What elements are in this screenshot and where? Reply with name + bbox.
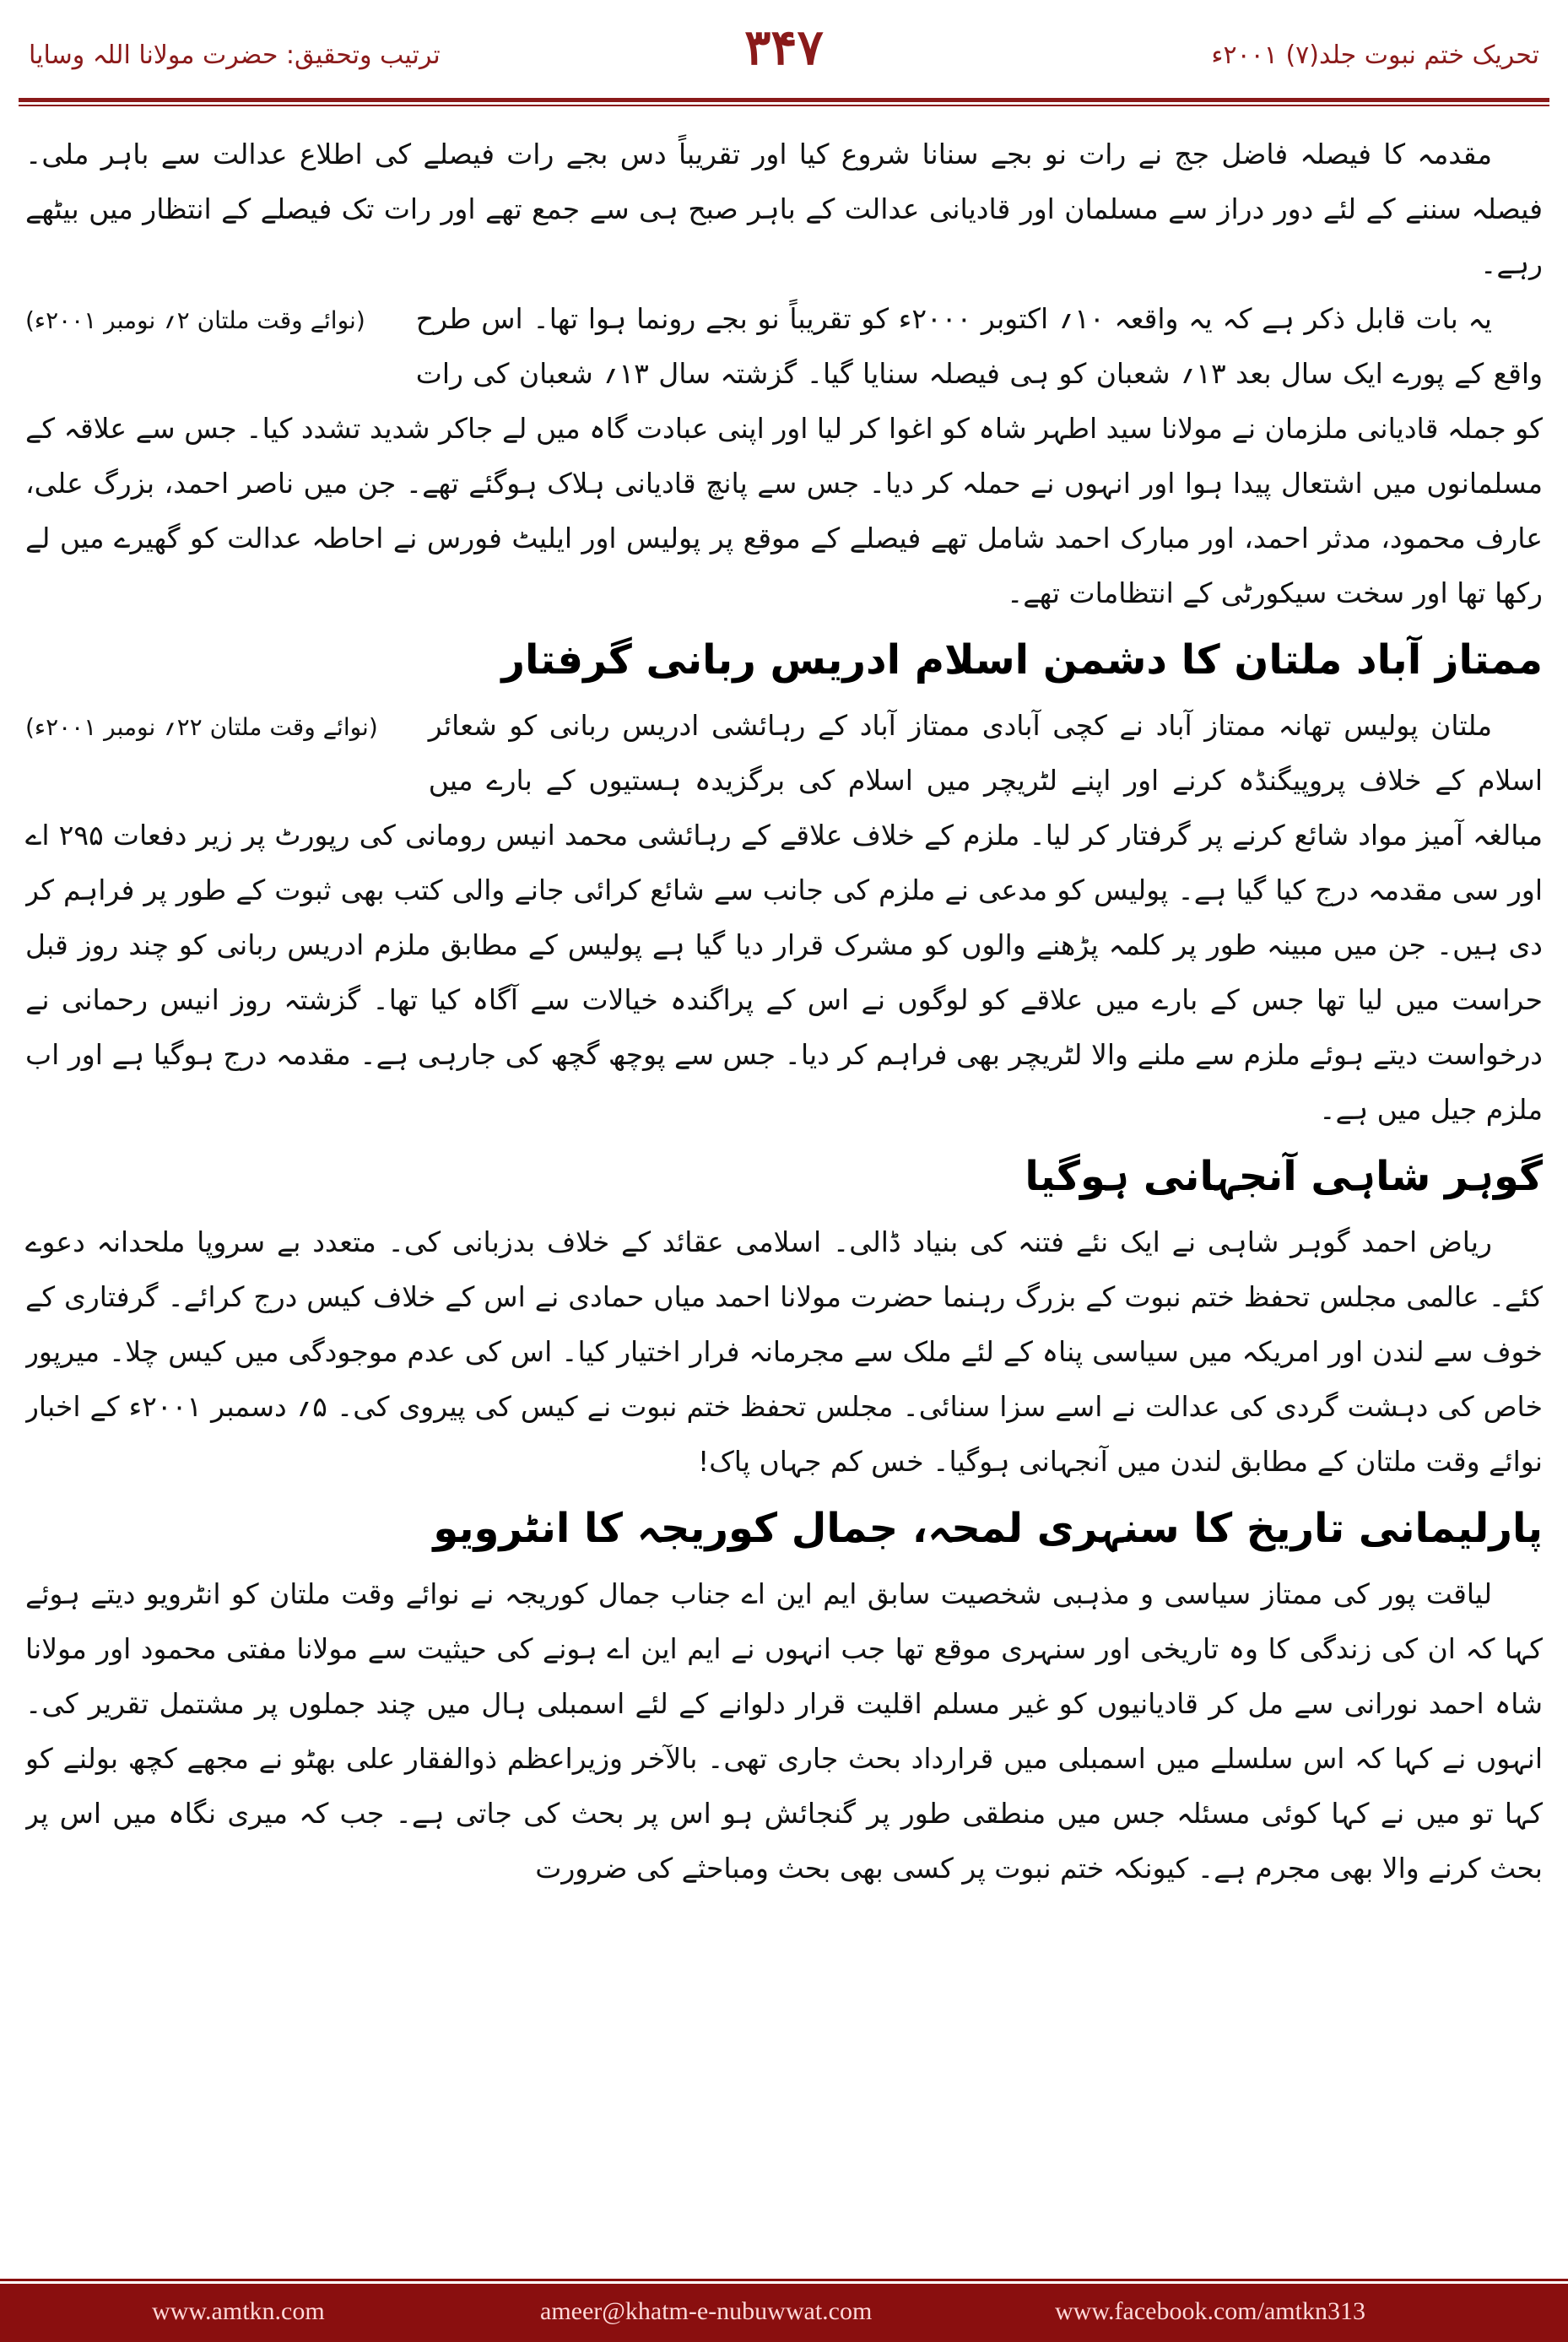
paragraph-text: ریاض احمد گوہر شاہی نے ایک نئے فتنہ کی بنیاد ڈالی۔ اسلامی عقائد کے خلاف بدزبانی کی۔ متعدد بے سروپا ملحدانہ دعوے کئے۔ عالمی مجلس تحفظ ختم نبوت کے بزرگ رہنما حضرت مولانا احمد میاں حمادی نے اس کے خلاف کیس درج کرائے۔ گرفتاری کے خوف سے لندن اور امریکہ میں سیاسی پناہ کے لئے ملک سے مجرمانہ فرار اختیار کیا۔ اس کی عدم موجودگی میں کیس چلا۔ میرپور خاص کی دہشت گردی کی عدالت نے اسے سزا سنائی۔ مجلس تحفظ ختم نبوت نے کیس کی پیروی کی۔ ۵؍ دسمبر ۲۰۰۱ء کے اخبار نوائے وقت ملتان کے مطابق لندن میں آنجہانی ہوگیا۔ خس کم جہاں پاک! bbox=[25, 1225, 1543, 1478]
body-paragraph bbox=[25, 127, 1543, 291]
body-paragraph bbox=[25, 291, 1543, 620]
page-number: ۳۴۷ bbox=[744, 19, 824, 76]
paragraph-text: مقدمہ کا فیصلہ فاضل جج نے رات نو بجے سنانا شروع کیا اور تقریباً دس بجے رات فیصلے کی اطلاع عدالت سے باہر ملی۔ فیصلہ سننے کے لئے دور دراز سے مسلمان اور قادیانی عدالت کے باہر صبح ہی سے جمع تھے اور رات تک فیصلے کے انتظار میں بیٹھے رہے۔ bbox=[25, 138, 1543, 280]
page-header bbox=[0, 0, 1568, 108]
section-heading: ممتاز آباد ملتان کا دشمن اسلام ادریس ربانی گرفتار bbox=[501, 636, 1543, 684]
source-citation: (نوائے وقت ملتان ۲۲؍ نومبر ۲۰۰۱ء) bbox=[25, 713, 378, 741]
header-book-title: تحریک ختم نبوت جلد(۷) ۲۰۰۱ء bbox=[1211, 41, 1539, 70]
header-rule bbox=[19, 98, 1549, 102]
page-body bbox=[25, 127, 1543, 2258]
footer-email-link[interactable]: ameer@khatm-e-nubuwwat.com bbox=[540, 2297, 873, 2325]
footer-facebook-link[interactable]: www.facebook.com/amtkn313 bbox=[1055, 2297, 1365, 2325]
footer-website-link[interactable]: www.amtkn.com bbox=[152, 2297, 325, 2325]
body-paragraph bbox=[25, 698, 1543, 1137]
paragraph-text: یہ بات قابل ذکر ہے کہ یہ واقعہ ۱۰؍ اکتوبر ۲۰۰۰ء کو تقریباً نو بجے رونما ہوا تھا۔ اس طرح واقع کے پورے ایک سال بعد ۱۳؍ شعبان کو ہی فیصلہ سنایا گیا۔ گزشتہ سال ۱۳؍ شعبان کی رات کو جملہ قادیانی ملزمان نے مولانا سید اطہر شاہ کو اغوا کر لیا اور اپنی عبادت گاہ میں لے جاکر شدید تشدد کیا۔ جس سے علاقہ کے مسلمانوں میں اشتعال پیدا ہوا اور انہوں نے حملہ کر دیا۔ جس سے پانچ قادیانی ہلاک ہوگئے تھے۔ جن میں ناصر احمد، بزرگ علی، عارف محمود، مدثر احمد، اور مبارک احمد شامل تھے فیصلے کے موقع پر پولیس اور ایلیٹ فورس نے احاطہ عدالت کو گھیرے میں لے رکھا تھا اور سخت سیکورٹی کے انتظامات تھے۔ bbox=[25, 302, 1543, 609]
source-citation: (نوائے وقت ملتان ۲؍ نومبر ۲۰۰۱ء) bbox=[25, 306, 365, 334]
body-paragraph bbox=[25, 1214, 1543, 1489]
section-heading: پارلیمانی تاریخ کا سنہری لمحہ، جمال کوریجہ کا انٹرویو bbox=[433, 1505, 1543, 1552]
paragraph-text: لیاقت پور کی ممتاز سیاسی و مذہبی شخصیت سابق ایم این اے جناب جمال کوریجہ نے نوائے وقت ملتان کو انٹرویو دیتے ہوئے کہا کہ ان کی زندگی کا وہ تاریخی اور سنہری موقع تھا جب انہوں نے ایم این اے ہونے کی حیثیت سے مولانا مفتی محمود اور مولانا شاہ احمد نورانی سے مل کر قادیانیوں کو غیر مسلم اقلیت قرار دلوانے کے لئے اسمبلی ہال میں چند جملوں پر مشتمل تقریر کی۔ انہوں نے کہا کہ اس سلسلے میں اسمبلی میں قرارداد بحث جاری تھی۔ بالآخر وزیراعظم ذوالفقار علی بھٹو نے مجھے کچھ بولنے کو کہا تو میں نے کہا کوئی مسئلہ جس میں منطقی طور پر گنجائش ہو اس پر بحث کی جاتی ہے۔ جب کہ میری نگاہ میں اس پر بحث کرنے والا بھی مجرم ہے۔ کیونکہ ختم نبوت پر کسی بھی بحث ومباحثے کی ضرورت bbox=[25, 1577, 1543, 1885]
section-heading: گوہر شاہی آنجہانی ہوگیا bbox=[1025, 1153, 1543, 1200]
paragraph-text: ملتان پولیس تھانہ ممتاز آباد نے کچی آبادی ممتاز آباد کے رہائشی ادریس ربانی کو شعائر اسلام کے خلاف پروپیگنڈہ کرنے اور اپنے لٹریچر میں اسلام کی برگزیدہ ہستیوں کے بارے میں مبالغہ آمیز مواد شائع کرنے پر گرفتار کر لیا۔ ملزم کے خلاف علاقے کے رہائشی محمد انیس رومانی کی رپورٹ پر زیر دفعات ۲۹۵ اے اور سی مقدمہ درج کیا گیا ہے۔ پولیس کو مدعی نے ملزم کی جانب سے شائع کرائی جانے والی کتب بھی ثبوت کے طور پر فراہم کر دی ہیں۔ جن میں مبینہ طور پر کلمہ پڑھنے والوں کو مشرک قرار دیا گیا ہے پولیس کے مطابق ملزم ادریس ربانی کو چند روز قبل حراست میں لیا تھا جس کے بارے میں علاقے کو لوگوں نے اس کے پراگندہ خیالات سے آگاہ کیا تھا۔ گزشتہ روز انیس رحمانی نے درخواست دیتے ہوئے ملزم سے ملنے والا لٹریچر بھی فراہم کر دیا۔ جس سے پوچھ گچھ کی جارہی ہے۔ مقدمہ درج ہوگیا ہے اور اب ملزم جیل میں ہے۔ bbox=[25, 709, 1543, 1126]
header-rule-thin bbox=[19, 105, 1549, 106]
footer-rule bbox=[0, 2279, 1568, 2281]
header-compiler: ترتیب وتحقیق: حضرت مولانا اللہ وسایا bbox=[29, 41, 441, 70]
body-paragraph bbox=[25, 1566, 1543, 1896]
